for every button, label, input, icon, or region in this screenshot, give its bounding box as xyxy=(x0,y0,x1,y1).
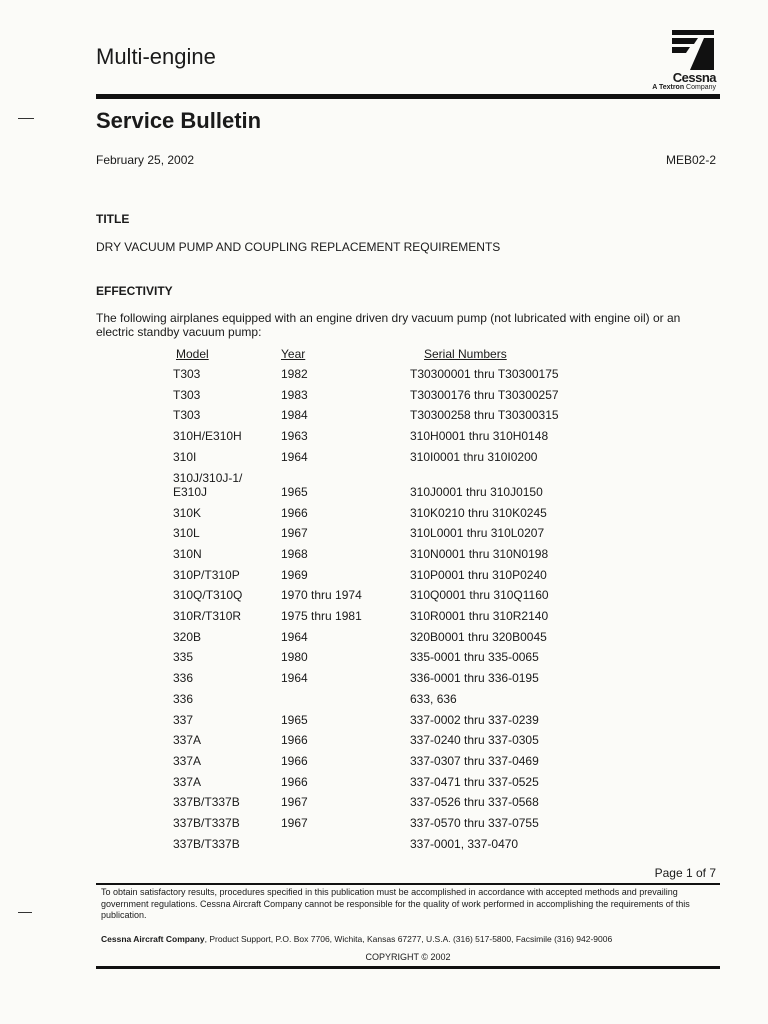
table-cell-year: 1964 xyxy=(281,629,308,644)
table-cell-year: 1964 xyxy=(281,449,308,464)
table-cell-year: 1964 xyxy=(281,671,308,686)
table-cell-year: 1983 xyxy=(281,387,308,402)
table-cell-serial-numbers: 337-0001, 337-0470 xyxy=(410,836,519,851)
table-cell-model: 337A xyxy=(173,733,202,748)
table-cell-year: 1965 xyxy=(281,484,308,499)
table-cell-model: 310I xyxy=(173,449,197,464)
scan-mark xyxy=(18,912,32,913)
table-cell-model: 337B/T337B xyxy=(173,816,240,830)
table-cell-serial-numbers: 633, 636 xyxy=(410,691,457,706)
table-cell-serial-numbers: 310H0001 thru 310H0148 xyxy=(410,429,549,444)
table-cell-year: 1963 xyxy=(281,429,308,444)
table-cell-model: 337B/T337B xyxy=(173,836,240,851)
table-cell-year: 1966 xyxy=(281,505,308,520)
table-cell-serial-numbers: 320B0001 thru 320B0045 xyxy=(410,629,547,644)
column-header-model: Model xyxy=(176,347,209,361)
disclaimer: To obtain satisfactory results, procedures specified in this publication must be accomplished in accordance with accepted methods and prevailing government regulations. Cessna Aircraft Company cannot be responsible for the quality of work performed in accomplishing the requirements of this publication. xyxy=(101,887,690,920)
table-cell-year: 1966 xyxy=(281,733,308,748)
table-cell-serial-numbers: T30300001 thru T30300175 xyxy=(410,367,559,381)
header-rule xyxy=(96,94,720,99)
table-cell-serial-numbers: 335-0001 thru 335-0065 xyxy=(410,650,539,665)
table-cell-year: 1966 xyxy=(281,774,308,789)
page-number: Page 1 of 7 xyxy=(654,866,716,880)
company-contact: Cessna Aircraft Company, Product Support, P.O. Box 7706, Wichita, Kansas 67277, U.S.A. (316) 517-5800, Facsimile (316) 942-9006 xyxy=(101,934,613,944)
table-cell-serial-numbers: 310I0001 thru 310I0200 xyxy=(410,449,538,464)
table-cell-year: 1984 xyxy=(281,408,308,423)
table-cell-model: 337B/T337B xyxy=(173,795,240,810)
bulletin-number: MEB02-2 xyxy=(665,153,716,167)
table-cell-serial-numbers: 337-0002 thru 337-0239 xyxy=(410,712,539,727)
table-cell-year: 1982 xyxy=(281,367,308,381)
table-cell-serial-numbers: 310Q0001 thru 310Q1160 xyxy=(410,588,549,603)
table-cell-model: 310Q/T310Q xyxy=(173,588,243,603)
table-cell-year: 1967 xyxy=(281,795,308,810)
table-cell-model: T303 xyxy=(173,367,201,381)
column-header-serial-numbers: Serial Numbers xyxy=(424,347,507,361)
table-cell-year: 1965 xyxy=(281,712,308,727)
table-cell-year: 1980 xyxy=(281,650,308,665)
table-cell-serial-numbers: 310N0001 thru 310N0198 xyxy=(410,546,549,561)
table-cell-serial-numbers: 310R0001 thru 310R2140 xyxy=(410,609,549,623)
table-cell-model: 310N xyxy=(173,546,202,561)
table-cell-model: 336 xyxy=(173,671,194,686)
table-cell-serial-numbers: 337-0570 thru 337-0755 xyxy=(410,816,539,830)
table-cell-serial-numbers: 337-0526 thru 337-0568 xyxy=(410,795,539,810)
table-cell-model: 336 xyxy=(173,691,194,706)
table-cell-model: 310K xyxy=(173,505,202,520)
bulletin-date: February 25, 2002 xyxy=(96,153,195,167)
brand-name: Cessna xyxy=(672,70,716,85)
table-cell-year: 1967 xyxy=(281,816,308,830)
footer-bottom-rule xyxy=(96,966,720,969)
table-cell-year: 1969 xyxy=(281,567,308,582)
table-cell-model: 310H/E310H xyxy=(173,429,242,444)
table-cell-serial-numbers: 337-0307 thru 337-0469 xyxy=(410,753,539,768)
table-cell-serial-numbers: 310K0210 thru 310K0245 xyxy=(410,505,547,520)
table-cell-model: 310P/T310P xyxy=(173,567,240,582)
table-cell-model: 320B xyxy=(173,629,202,644)
table-cell-year: 1966 xyxy=(281,753,308,768)
table-cell-serial-numbers: T30300258 thru T30300315 xyxy=(410,408,559,423)
table-cell-serial-numbers: 310P0001 thru 310P0240 xyxy=(410,567,547,582)
footer-rule xyxy=(96,883,720,885)
title-heading: TITLE xyxy=(96,212,130,226)
table-cell-model: 335 xyxy=(173,650,194,665)
table-cell-model: 337 xyxy=(173,712,194,727)
column-header-year: Year xyxy=(281,347,306,361)
table-cell-serial-numbers: T30300176 thru T30300257 xyxy=(410,387,559,402)
scan-mark xyxy=(18,118,34,119)
brand-tagline: A Textron Company xyxy=(652,84,716,91)
table-cell-serial-numbers: 310J0001 thru 310J0150 xyxy=(410,484,543,499)
table-cell-model: 337A xyxy=(173,753,202,768)
table-cell-year: 1967 xyxy=(281,526,308,541)
table-cell-serial-numbers: 337-0471 thru 337-0525 xyxy=(410,774,539,789)
title-text: DRY VACUUM PUMP AND COUPLING REPLACEMENT REQUIREMENTS xyxy=(96,240,501,254)
table-cell-model: T303 xyxy=(173,387,201,402)
effectivity-heading: EFFECTIVITY xyxy=(96,284,173,298)
table-cell-serial-numbers: 310L0001 thru 310L0207 xyxy=(410,526,545,541)
table-cell-serial-numbers: 337-0240 thru 337-0305 xyxy=(410,733,539,748)
table-cell-model: 337A xyxy=(173,774,202,789)
table-cell-model: T303 xyxy=(173,408,201,423)
document-category: Multi-engine xyxy=(96,44,216,69)
copyright: COPYRIGHT © 2002 xyxy=(365,952,451,962)
table-cell-model: 310L xyxy=(173,526,200,541)
table-cell-model: 310R/T310R xyxy=(173,609,242,623)
cessna-logo-icon xyxy=(668,28,716,72)
table-cell-serial-numbers: 336-0001 thru 336-0195 xyxy=(410,671,539,686)
table-cell-year: 1975 thru 1981 xyxy=(281,609,362,623)
table-cell-year: 1970 thru 1974 xyxy=(281,588,362,603)
table-cell-model: 310J/310J-1/ E310J xyxy=(173,470,243,499)
page-title: Service Bulletin xyxy=(96,108,262,133)
effectivity-intro: The following airplanes equipped with an engine driven dry vacuum pump (not lubricated with engine oil) or an electric standby vacuum pump: xyxy=(96,311,681,339)
table-cell-year: 1968 xyxy=(281,546,308,561)
